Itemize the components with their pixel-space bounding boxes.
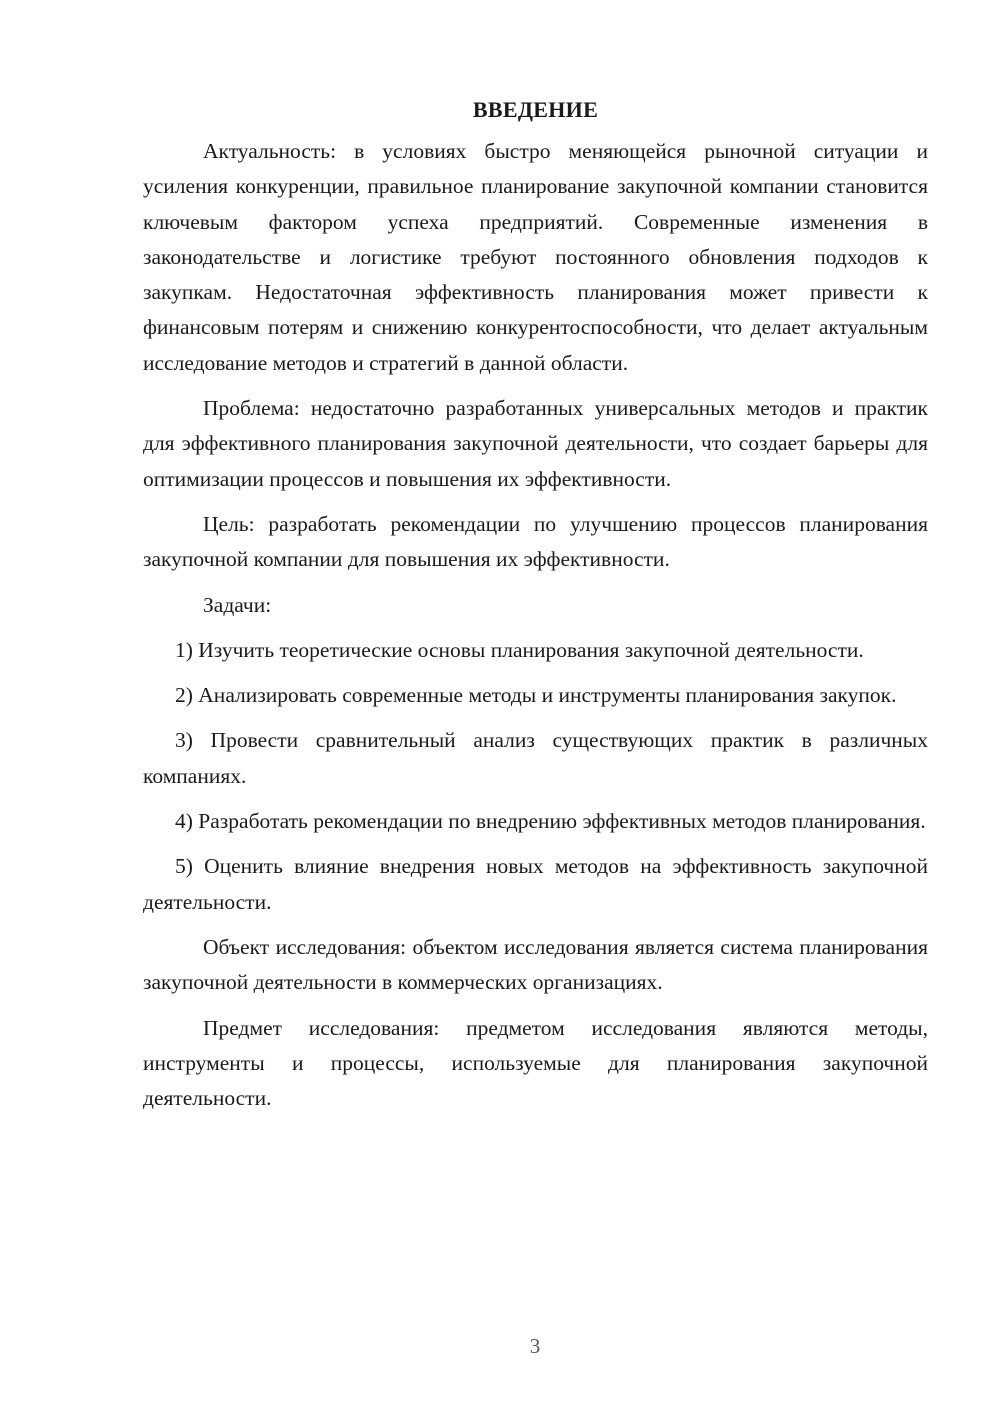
- problem-paragraph: Проблема: недостаточно разработанных универсальных методов и практик для эффективного планирования закупочной деятельности, что создает барьеры для оптимизации процессов и повышения их эффективности.: [143, 396, 928, 491]
- subject-paragraph: Предмет исследования: предметом исследования являются методы, инструменты и процессы, используемые для планирования закупочной деятельности.: [143, 1015, 928, 1111]
- task-item: 1) Изучить теоретические основы планирования закупочной деятельности.: [175, 637, 864, 662]
- object-paragraph: Объект исследования: объектом исследования является система планирования закупочной деятельности в коммерческих организациях.: [143, 934, 928, 995]
- tasks-heading: Задачи:: [203, 592, 272, 617]
- task-item: 5) Оценить влияние внедрения новых методов на эффективность закупочной деятельности.: [143, 854, 928, 914]
- document-page: [143, 92, 928, 1126]
- task-item: 4) Разработать рекомендации по внедрению эффективных методов планирования.: [175, 809, 926, 834]
- page-number: 3: [529, 1334, 541, 1358]
- page-title: ВВЕДЕНИЕ: [472, 97, 599, 122]
- task-item: 2) Анализировать современные методы и инструменты планирования закупок.: [175, 683, 897, 708]
- relevance-paragraph: Актуальность: в условиях быстро меняющейся рыночной ситуации и усиления конкуренции, правильное планирование закупочной компании становится ключевым фактором успеха предприятий. Современные изменения в законодательстве и логистике требуют постоянного обновления подходов к закупкам. Недостаточная эффективность планирования может привести к финансовым потерям и снижению конкурентоспособности, что делает актуальным исследование методов и стратегий в данной области.: [143, 139, 928, 375]
- tasks-list: [143, 633, 928, 920]
- goal-paragraph: Цель: разработать рекомендации по улучшению процессов планирования закупочной компании для повышения их эффективности.: [143, 511, 928, 572]
- task-item: 3) Провести сравнительный анализ существующих практик в различных компаниях.: [143, 728, 928, 788]
